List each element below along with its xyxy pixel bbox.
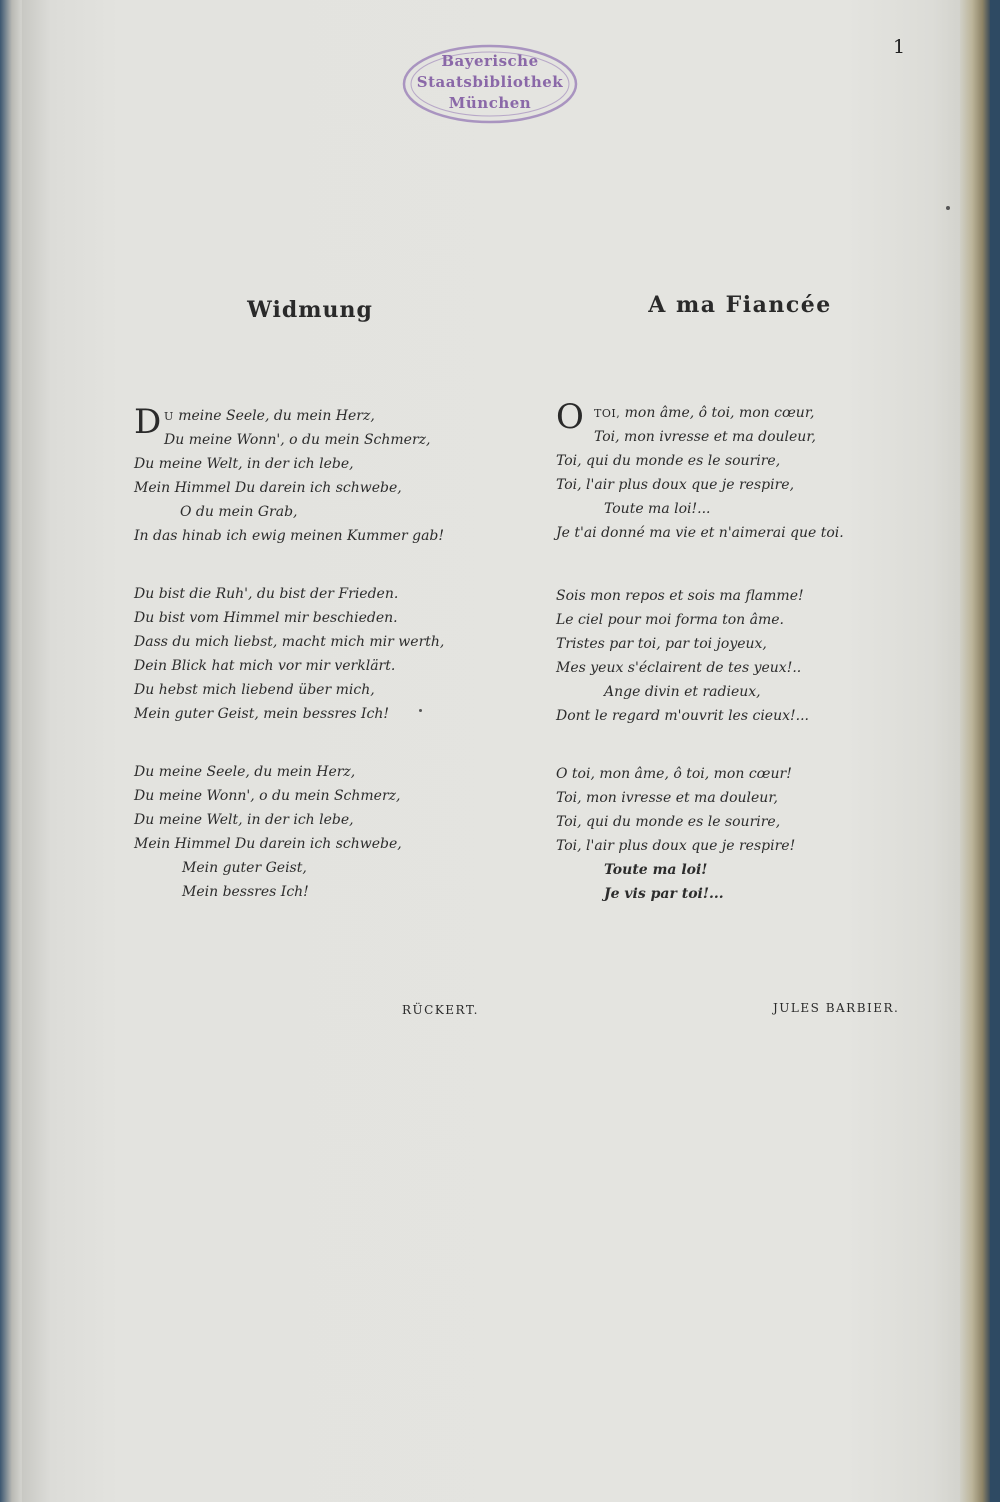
poem-line: Mein bessres Ich!	[182, 884, 309, 900]
left-first-rest: meine Seele, du mein Herz,	[173, 408, 375, 424]
right-stanza-2	[556, 584, 916, 728]
left-poem	[134, 402, 514, 904]
right-first-rest: mon âme, ô toi, mon cœur,	[620, 405, 815, 421]
poem-line: Toi, mon ivresse et ma douleur,	[594, 429, 816, 445]
poem-line: Du meine Welt, in der ich lebe,	[134, 812, 354, 828]
left-stanza-1	[134, 402, 514, 548]
poem-line: Toi, l'air plus doux que je respire!	[556, 838, 796, 854]
poem-line: Sois mon repos et sois ma flamme!	[556, 588, 804, 604]
poem-line: Toi, l'air plus doux que je respire,	[556, 477, 795, 493]
stamp-line-2: Staatsbibliothek	[416, 73, 564, 91]
left-poem-title: Widmung	[247, 297, 373, 323]
stamp-line-1: Bayerische	[441, 52, 539, 70]
poem-line: Mes yeux s'éclairent de tes yeux!..	[556, 660, 802, 676]
poem-line: Dein Blick hat mich vor mir verklärt.	[134, 658, 396, 674]
right-stanza-3	[556, 762, 916, 906]
paper-speck	[946, 206, 950, 210]
poem-line: Du meine Seele, du mein Herz,	[134, 764, 356, 780]
stamp-line-3: München	[448, 94, 532, 112]
poem-line: O toi, mon âme, ô toi, mon cœur!	[556, 766, 792, 782]
poem-line: Toi, qui du monde es le sourire,	[556, 453, 781, 469]
poem-line: Mein guter Geist, mein bessres Ich!	[134, 706, 390, 722]
poem-line: Mein guter Geist,	[182, 860, 307, 876]
poem-line: Dont le regard m'ouvrit les cieux!...	[556, 708, 809, 724]
poem-line: Tristes par toi, par toi joyeux,	[556, 636, 767, 652]
left-first-smallcaps: U	[164, 410, 174, 423]
poem-line: Je t'ai donné ma vie et n'aimerai que toi.	[556, 525, 844, 541]
right-poem	[556, 397, 916, 906]
poem-line: Du meine Wonn', o du mein Schmerz,	[134, 788, 401, 804]
poem-line: Du bist vom Himmel mir beschieden.	[134, 610, 398, 626]
poem-line: Je vis par toi!...	[604, 886, 724, 902]
left-dropcap: D	[134, 402, 162, 442]
poem-line: Du bist die Ruh', du bist der Frieden.	[134, 586, 399, 602]
poem-line: Toute ma loi!...	[604, 501, 711, 517]
poem-line: Le ciel pour moi forma ton âme.	[556, 612, 784, 628]
poem-line: Dass du mich liebst, macht mich mir werth,	[134, 634, 445, 650]
poem-line: Mein Himmel Du darein ich schwebe,	[134, 480, 402, 496]
poem-line: Du hebst mich liebend über mich,	[134, 682, 375, 698]
poem-line: O du mein Grab,	[180, 504, 298, 520]
poem-line: Ange divin et radieux,	[604, 684, 761, 700]
right-dropcap: O	[556, 397, 584, 437]
left-author: RÜCKERT.	[402, 1003, 479, 1017]
right-author: JULES BARBIER.	[773, 1001, 900, 1015]
poem-line: Mein Himmel Du darein ich schwebe,	[134, 836, 402, 852]
right-stanza-1	[556, 397, 916, 545]
left-stanza-2	[134, 582, 514, 726]
page-number: 1	[893, 36, 906, 58]
poem-line: Toi, mon ivresse et ma douleur,	[556, 790, 778, 806]
left-stanza-3	[134, 760, 514, 904]
poem-line: Toute ma loi!	[604, 862, 708, 878]
page-fore-edge	[960, 0, 990, 1502]
library-stamp	[401, 42, 579, 130]
poem-line: Du meine Wonn', o du mein Schmerz,	[164, 432, 431, 448]
poem-line: Toi, qui du monde es le sourire,	[556, 814, 781, 830]
poem-line: Du meine Welt, in der ich lebe,	[134, 456, 354, 472]
right-first-smallcaps: TOI,	[594, 407, 621, 420]
poem-line: In das hinab ich ewig meinen Kummer gab!	[134, 528, 445, 544]
right-poem-title: A ma Fiancée	[648, 292, 832, 318]
paper-speck	[419, 709, 422, 712]
